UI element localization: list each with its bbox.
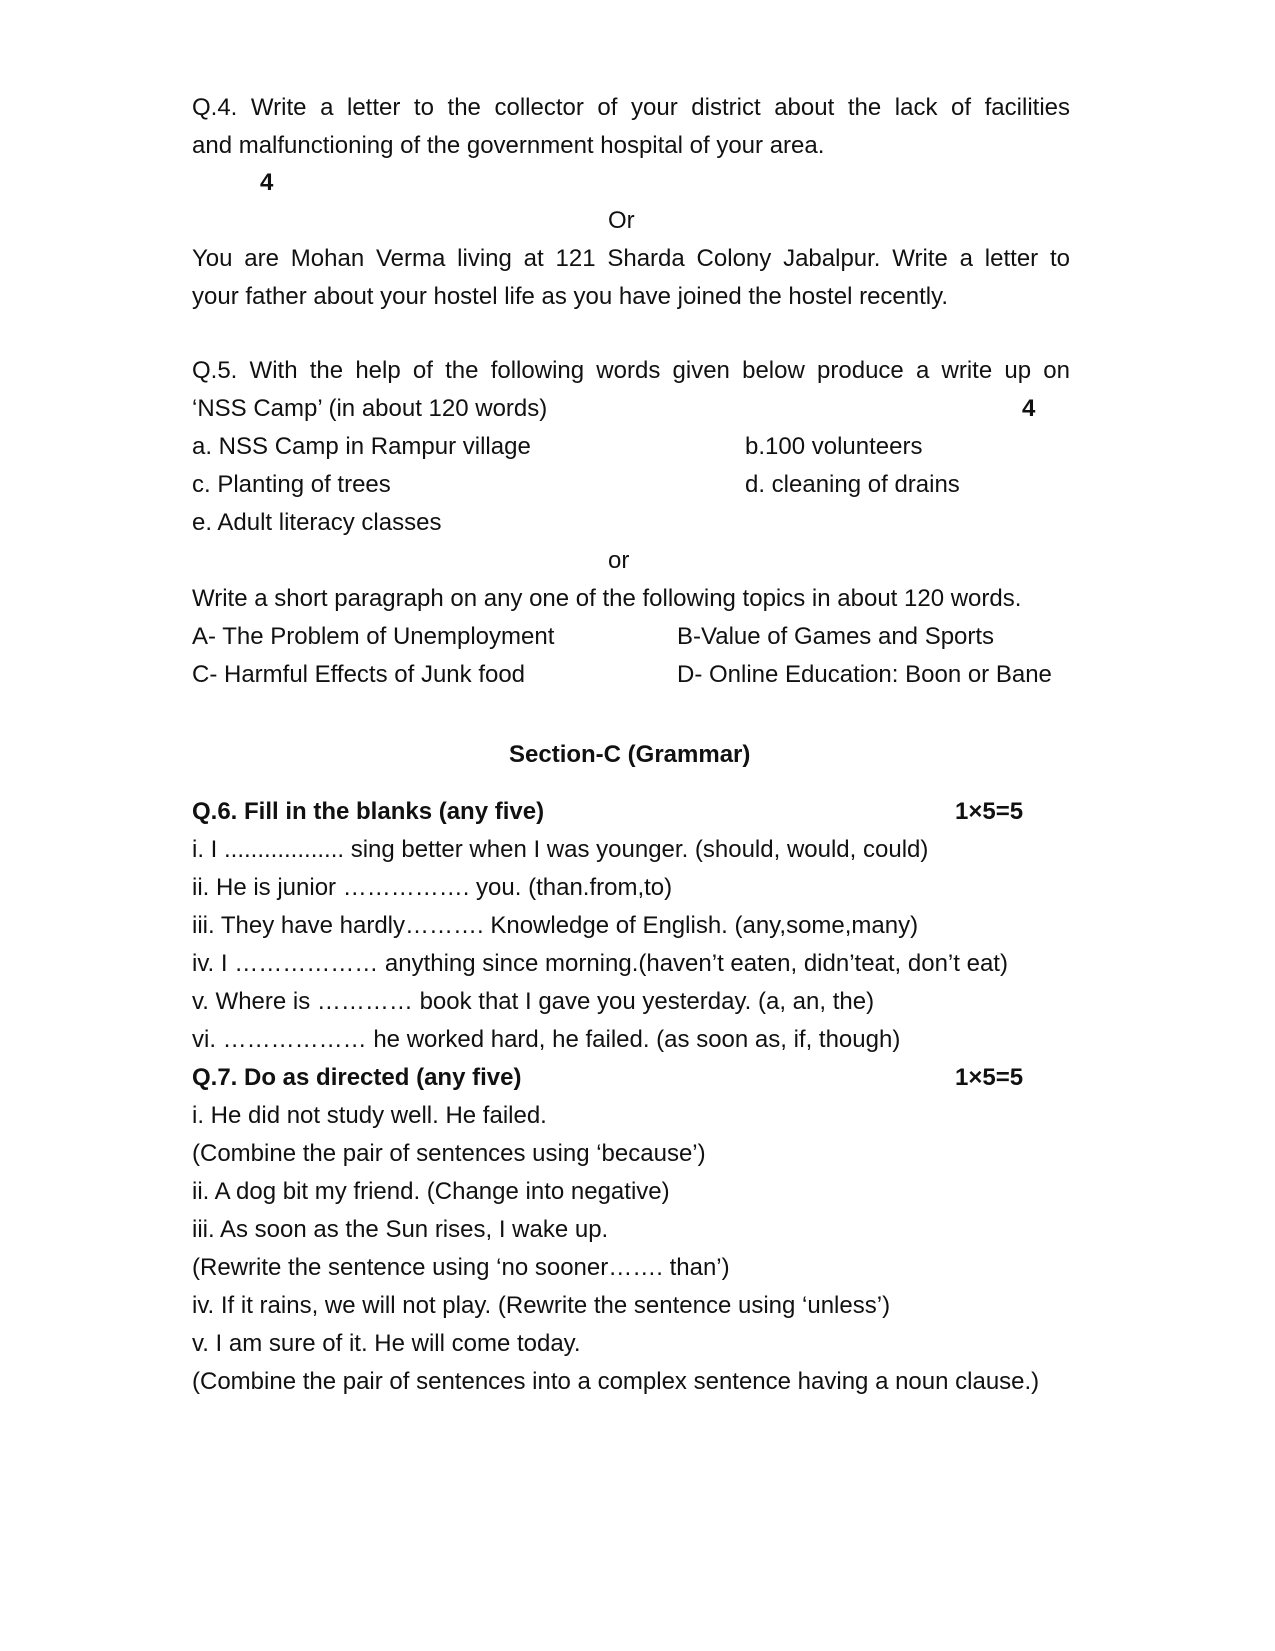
section-c-title: Section-C (Grammar) — [509, 741, 751, 768]
q7-line-5: (Rewrite the sentence using ‘no sooner……. than’) — [192, 1254, 730, 1281]
q7-line-6: iv. If it rains, we will not play. (Rewrite the sentence using ‘unless’) — [192, 1292, 891, 1319]
q6-item-1: i. I .................. sing better when I was younger. (should, would, could) — [192, 836, 929, 863]
q7-line-3: ii. A dog bit my friend. (Change into negative) — [192, 1178, 670, 1205]
q5-hint-d: d. cleaning of drains — [745, 471, 960, 498]
q6-heading: Q.6. Fill in the blanks (any five) — [192, 798, 545, 825]
q7-line-4: iii. As soon as the Sun rises, I wake up. — [192, 1216, 609, 1243]
q7-line-1: i. He did not study well. He failed. — [192, 1102, 547, 1129]
q5-alt-line: Write a short paragraph on any one of the following topics in about 120 words. — [192, 585, 1022, 612]
q5-or-divider: or — [608, 547, 630, 574]
q6-marks: 1×5=5 — [955, 798, 1024, 825]
q5-topic-a: A- The Problem of Unemployment — [192, 623, 555, 650]
q5-text-line-1: Q.5. With the help of the following words given below produce a write up on — [192, 357, 1070, 384]
q7-heading: Q.7. Do as directed (any five) — [192, 1064, 522, 1091]
q4-text-line-2: and malfunctioning of the government hospital of your area. — [192, 132, 825, 159]
q7-line-2: (Combine the pair of sentences using ‘because’) — [192, 1140, 706, 1167]
q5-marks: 4 — [1022, 395, 1036, 422]
q7-line-7: v. I am sure of it. He will come today. — [192, 1330, 581, 1357]
q5-text-line-2: ‘NSS Camp’ (in about 120 words) — [192, 395, 548, 422]
q5-hint-a: a. NSS Camp in Rampur village — [192, 433, 531, 460]
q4-text-line-1: Q.4. Write a letter to the collector of your district about the lack of facilities — [192, 94, 1070, 121]
q7-marks: 1×5=5 — [955, 1064, 1024, 1091]
q4-marks: 4 — [260, 169, 274, 196]
q6-item-6: vi. ……………… he worked hard, he failed. (as soon as, if, though) — [192, 1026, 901, 1053]
q5-hint-c: c. Planting of trees — [192, 471, 391, 498]
q4-alt-line-1: You are Mohan Verma living at 121 Sharda Colony Jabalpur. Write a letter to — [192, 245, 1070, 272]
q6-item-2: ii. He is junior ……………. you. (than.from,to) — [192, 874, 673, 901]
q7-line-8: (Combine the pair of sentences into a complex sentence having a noun clause.) — [192, 1368, 1040, 1395]
q5-hint-b: b.100 volunteers — [745, 433, 923, 460]
q6-item-3: iii. They have hardly………. Knowledge of English. (any,some,many) — [192, 912, 919, 939]
q5-topic-d: D- Online Education: Boon or Bane — [677, 661, 1052, 688]
q4-alt-line-2: your father about your hostel life as you have joined the hostel recently. — [192, 283, 949, 310]
q6-item-4: iv. I ……………… anything since morning.(haven’t eaten, didn’teat, don’t eat) — [192, 950, 1008, 977]
q5-topic-c: C- Harmful Effects of Junk food — [192, 661, 526, 688]
q4-or-divider: Or — [608, 207, 635, 234]
q5-topic-b: B-Value of Games and Sports — [677, 623, 995, 650]
q6-item-5: v. Where is ………… book that I gave you yesterday. (a, an, the) — [192, 988, 875, 1015]
q5-hint-e: e. Adult literacy classes — [192, 509, 442, 536]
